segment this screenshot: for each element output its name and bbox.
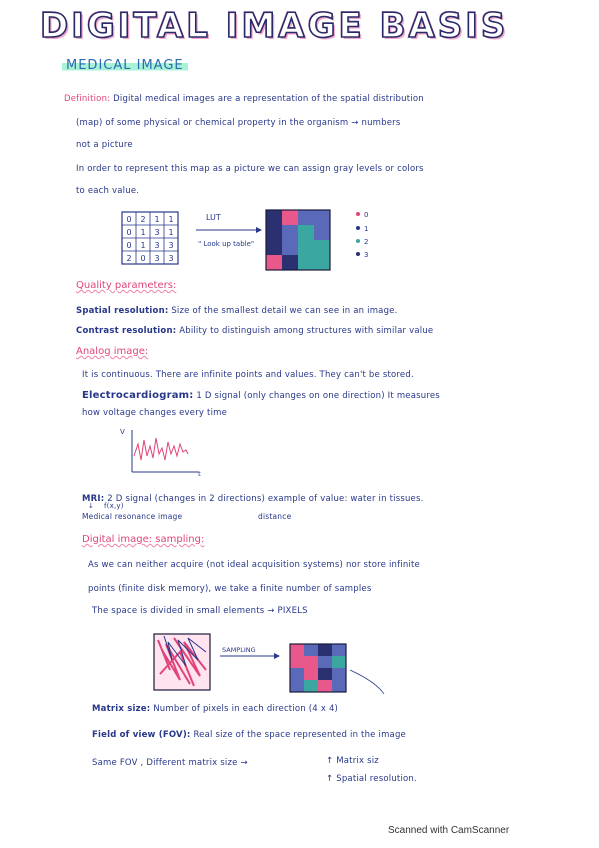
matrix-cell: 3 <box>154 254 160 263</box>
analog-line-1: It is continuous. There are infinite points and values. They can't be stored. <box>82 370 414 380</box>
colored-grid <box>266 210 330 270</box>
pixel-grid <box>290 644 346 692</box>
definition-line-4: In order to represent this map as a picture we can assign gray levels or colors <box>76 164 424 174</box>
matrix-cell: 1 <box>168 215 174 224</box>
scanner-watermark: Scanned with CamScanner <box>388 825 510 836</box>
matrix-cell: 3 <box>168 254 174 263</box>
sampling-diagram <box>150 630 390 694</box>
matrix-cell: 1 <box>140 241 146 250</box>
ecg-line <box>82 390 440 401</box>
mri-function: f(x,y) <box>104 502 124 510</box>
fov-text: Real size of the space represented in the image <box>193 730 406 740</box>
contrast-resolution-label: Contrast resolution: <box>76 326 177 336</box>
digital-heading: Digital image: sampling: <box>82 534 205 545</box>
ecg-label: Electrocardiogram: <box>82 390 194 401</box>
mri-line <box>82 494 424 504</box>
legend-value: 3 <box>364 251 369 259</box>
contrast-resolution-text: Ability to distinguish among structures with similar value <box>179 326 434 336</box>
matrix-cell: 3 <box>154 228 160 237</box>
axis-v-label: V <box>120 428 125 436</box>
analog-heading: Analog image: <box>76 346 149 357</box>
matrix-cell: 2 <box>126 254 132 263</box>
fov-line <box>92 730 406 740</box>
subtitle-medical-image: MEDICAL IMAGE <box>62 58 188 73</box>
matrix-cell: 0 <box>126 241 132 250</box>
mri-text: 2 D signal (changes in 2 directions) example of value: water in tissues. <box>107 494 424 504</box>
definition-text-1: Digital medical images are a representation of the spatial distribution <box>113 94 424 104</box>
axis-t-label: t <box>198 470 201 478</box>
spatial-resolution-line <box>76 306 398 316</box>
definition-line-2: (map) of some physical or chemical property in the organism → numbers <box>76 118 401 128</box>
ecg-line-2: how voltage changes every time <box>82 408 228 418</box>
legend-value: 0 <box>364 211 369 219</box>
page-title: DIGITAL IMAGE BASIS <box>40 6 509 46</box>
matrix-cell: 0 <box>126 228 132 237</box>
fov-compare: Same FOV , Different matrix size → <box>92 758 248 768</box>
mri-line-2a: Medical resonance image <box>82 512 183 521</box>
value-matrix <box>122 212 178 264</box>
matrix-cell: 0 <box>126 215 132 224</box>
matrix-cell: 1 <box>154 215 160 224</box>
fov-resolution-up: ↑ Spatial resolution. <box>326 774 417 784</box>
mri-label: MRI: <box>82 494 105 504</box>
matrix-cell: 1 <box>168 228 174 237</box>
digital-line-1: As we can neither acquire (not ideal acquisition systems) nor store infinite <box>88 560 420 570</box>
matrix-size-label: Matrix size: <box>92 704 151 714</box>
spatial-resolution-text: Size of the smallest detail we can see in an image. <box>171 306 398 316</box>
matrix-cell: 1 <box>140 228 146 237</box>
sampling-label: SAMPLING <box>222 646 256 654</box>
definition-line-1 <box>64 94 424 104</box>
quality-heading: Quality parameters: <box>76 280 177 291</box>
legend-value: 2 <box>364 238 369 246</box>
definition-line-3: not a picture <box>76 140 133 150</box>
lut-label: LUT <box>206 213 221 222</box>
color-legend <box>356 211 368 259</box>
ecg-text: 1 D signal (only changes on one direction) It measures <box>196 391 440 401</box>
lut-caption: " Look up table" <box>198 240 255 248</box>
analog-image-sketch <box>154 634 210 690</box>
fov-label: Field of view (FOV): <box>92 730 191 740</box>
matrix-cell: 3 <box>154 241 160 250</box>
lut-diagram <box>118 208 398 272</box>
sampling-arrow-head <box>274 653 280 659</box>
lut-arrow-head <box>256 227 262 233</box>
definition-line-5: to each value. <box>76 186 140 196</box>
matrix-cell: 0 <box>140 254 146 263</box>
ecg-sketch <box>118 426 208 478</box>
digital-line-2: points (finite disk memory), we take a finite number of samples <box>88 584 372 594</box>
spatial-resolution-label: Spatial resolution: <box>76 306 169 316</box>
matrix-size-line <box>92 704 338 714</box>
contrast-resolution-line <box>76 326 433 336</box>
matrix-cell: 3 <box>168 241 174 250</box>
pointer-curve <box>350 670 384 694</box>
ecg-signal <box>134 438 188 460</box>
digital-line-3: The space is divided in small elements → PIXELS <box>92 606 308 616</box>
fov-matrix-up: ↑ Matrix siz <box>326 756 379 766</box>
matrix-size-text: Number of pixels in each direction (4 x 4) <box>153 704 339 714</box>
mri-arrow: ↓ <box>88 502 95 510</box>
mri-line-2b: distance <box>258 512 292 521</box>
matrix-cell: 2 <box>140 215 146 224</box>
definition-label: Definition: <box>64 94 111 104</box>
legend-value: 1 <box>364 225 369 233</box>
